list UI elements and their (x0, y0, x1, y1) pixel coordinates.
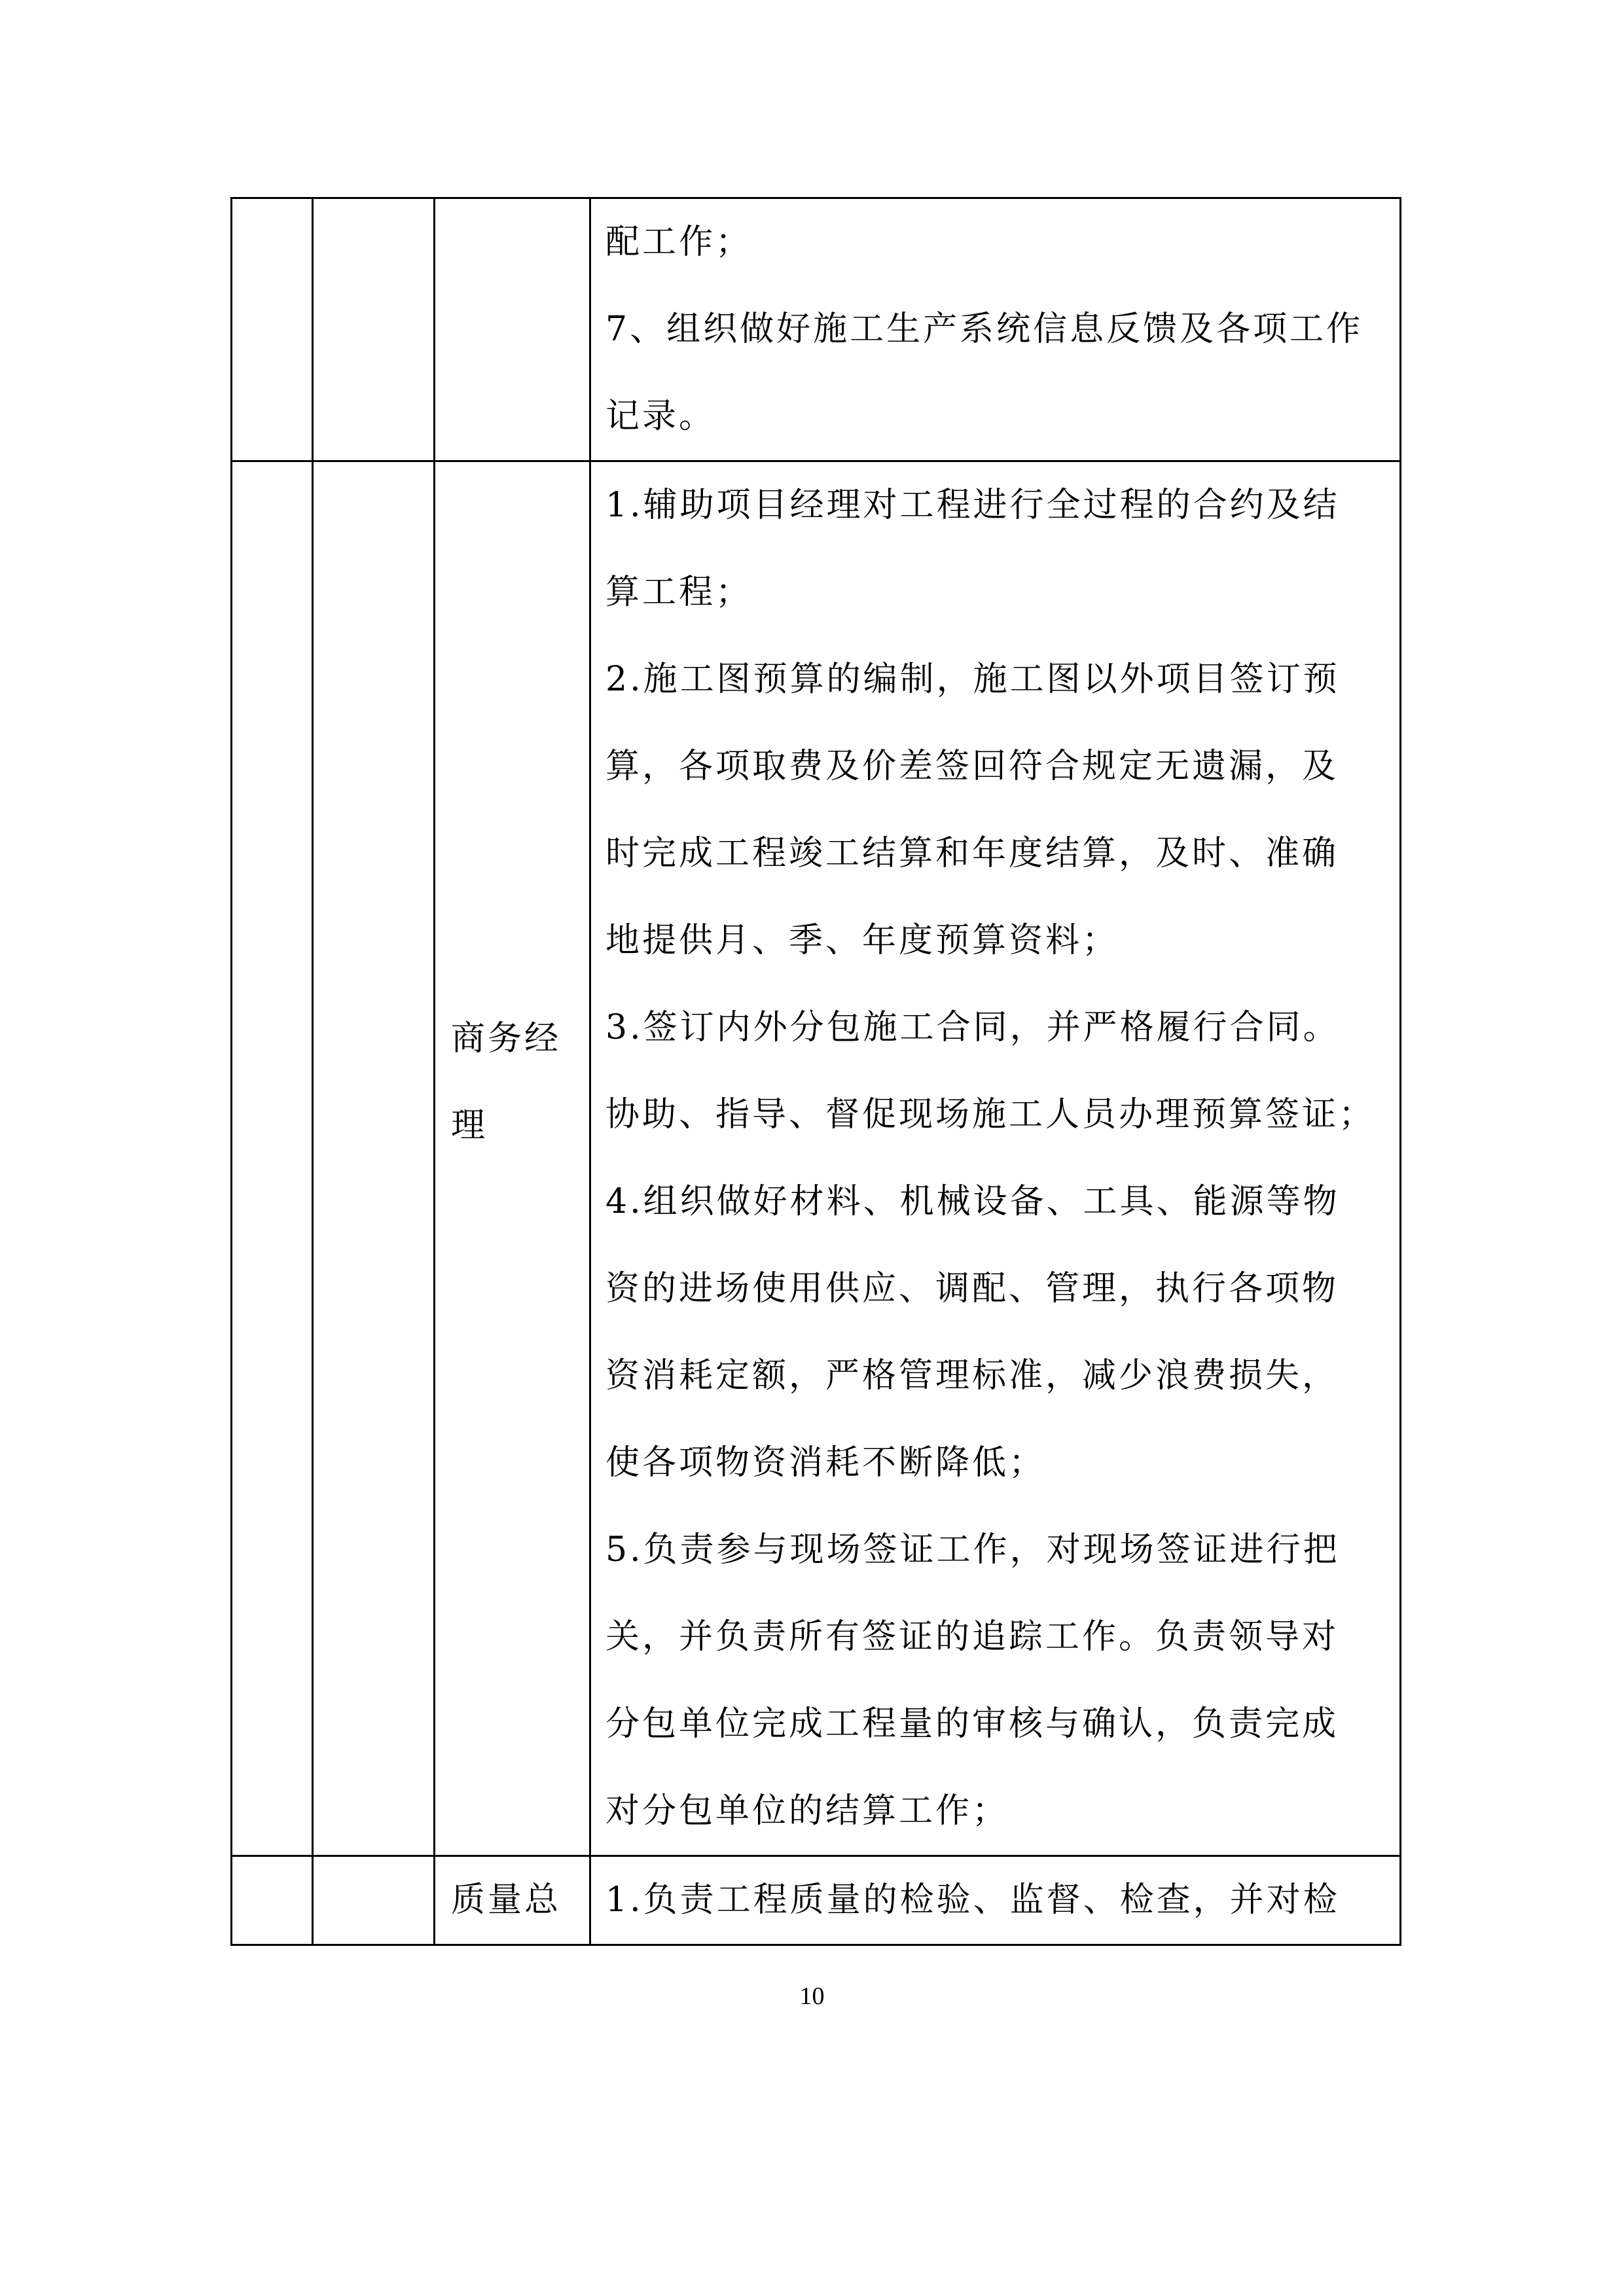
duty-cell (590, 198, 1401, 461)
role-cell (435, 1856, 590, 1945)
index-cell (232, 461, 313, 1856)
index-cell (232, 198, 313, 461)
department-cell (313, 461, 435, 1856)
duty-text (591, 199, 1399, 460)
table-row (232, 198, 1401, 461)
index-cell (232, 1856, 313, 1945)
duty-cell (590, 461, 1401, 1856)
duty-line: 1.负责工程质量的检验、监督、检查，并对检 (605, 1880, 1340, 1920)
duty-cell (590, 1856, 1401, 1945)
duty-line: 对分包单位的结算工作； (605, 1791, 1009, 1831)
duty-line: 使各项物资消耗不断降低； (605, 1443, 1046, 1482)
duty-line: 算，各项取费及价差签回符合规定无遗漏，及 (605, 747, 1339, 786)
table-row (232, 461, 1401, 1856)
duty-line: 关，并负责所有签证的追踪工作。负责领导对 (605, 1617, 1339, 1657)
duty-line: 资消耗定额，严格管理标准，减少浪费损失， (605, 1356, 1339, 1395)
duty-line: 资的进场使用供应、调配、管理，执行各项物 (605, 1269, 1339, 1308)
duty-line: 地提供月、季、年度预算资料； (605, 921, 1119, 960)
duty-line: 4.组织做好材料、机械设备、工具、能源等物 (605, 1182, 1340, 1221)
duty-line: 5.负责参与现场签证工作，对现场签证进行把 (605, 1530, 1340, 1570)
duty-text (591, 1857, 1399, 1944)
duty-line: 算工程； (605, 573, 753, 612)
responsibility-table (230, 197, 1401, 1946)
duty-line: 分包单位完成工程量的审核与确认，负责完成 (605, 1704, 1339, 1744)
duty-line: 3.签订内外分包施工合同，并严格履行合同。 (605, 1008, 1340, 1047)
role-line: 商务经 (451, 1019, 562, 1058)
role-title: 质量总 (451, 1880, 562, 1920)
duty-line: 协助、指导、督促现场施工人员办理预算签证； (605, 1095, 1376, 1134)
table-row (232, 1856, 1401, 1945)
role-cell (435, 198, 590, 461)
duty-line: 配工作； (605, 223, 753, 262)
role-line: 理 (451, 1106, 488, 1145)
department-cell (313, 1856, 435, 1945)
duty-text (591, 462, 1399, 1855)
duty-line: 1.辅助项目经理对工程进行全过程的合约及结 (605, 486, 1340, 525)
duty-line: 时完成工程竣工结算和年度结算，及时、准确 (605, 834, 1339, 873)
role-cell (435, 461, 590, 1856)
duty-line: 2.施工图预算的编制，施工图以外项目签订预 (605, 660, 1340, 699)
page-number: 10 (799, 1982, 825, 2010)
role-title (435, 462, 589, 1170)
duty-line: 记录。 (605, 397, 716, 436)
duty-line: 7、组织做好施工生产系统信息反馈及各项工作 (605, 310, 1363, 349)
department-cell (313, 198, 435, 461)
